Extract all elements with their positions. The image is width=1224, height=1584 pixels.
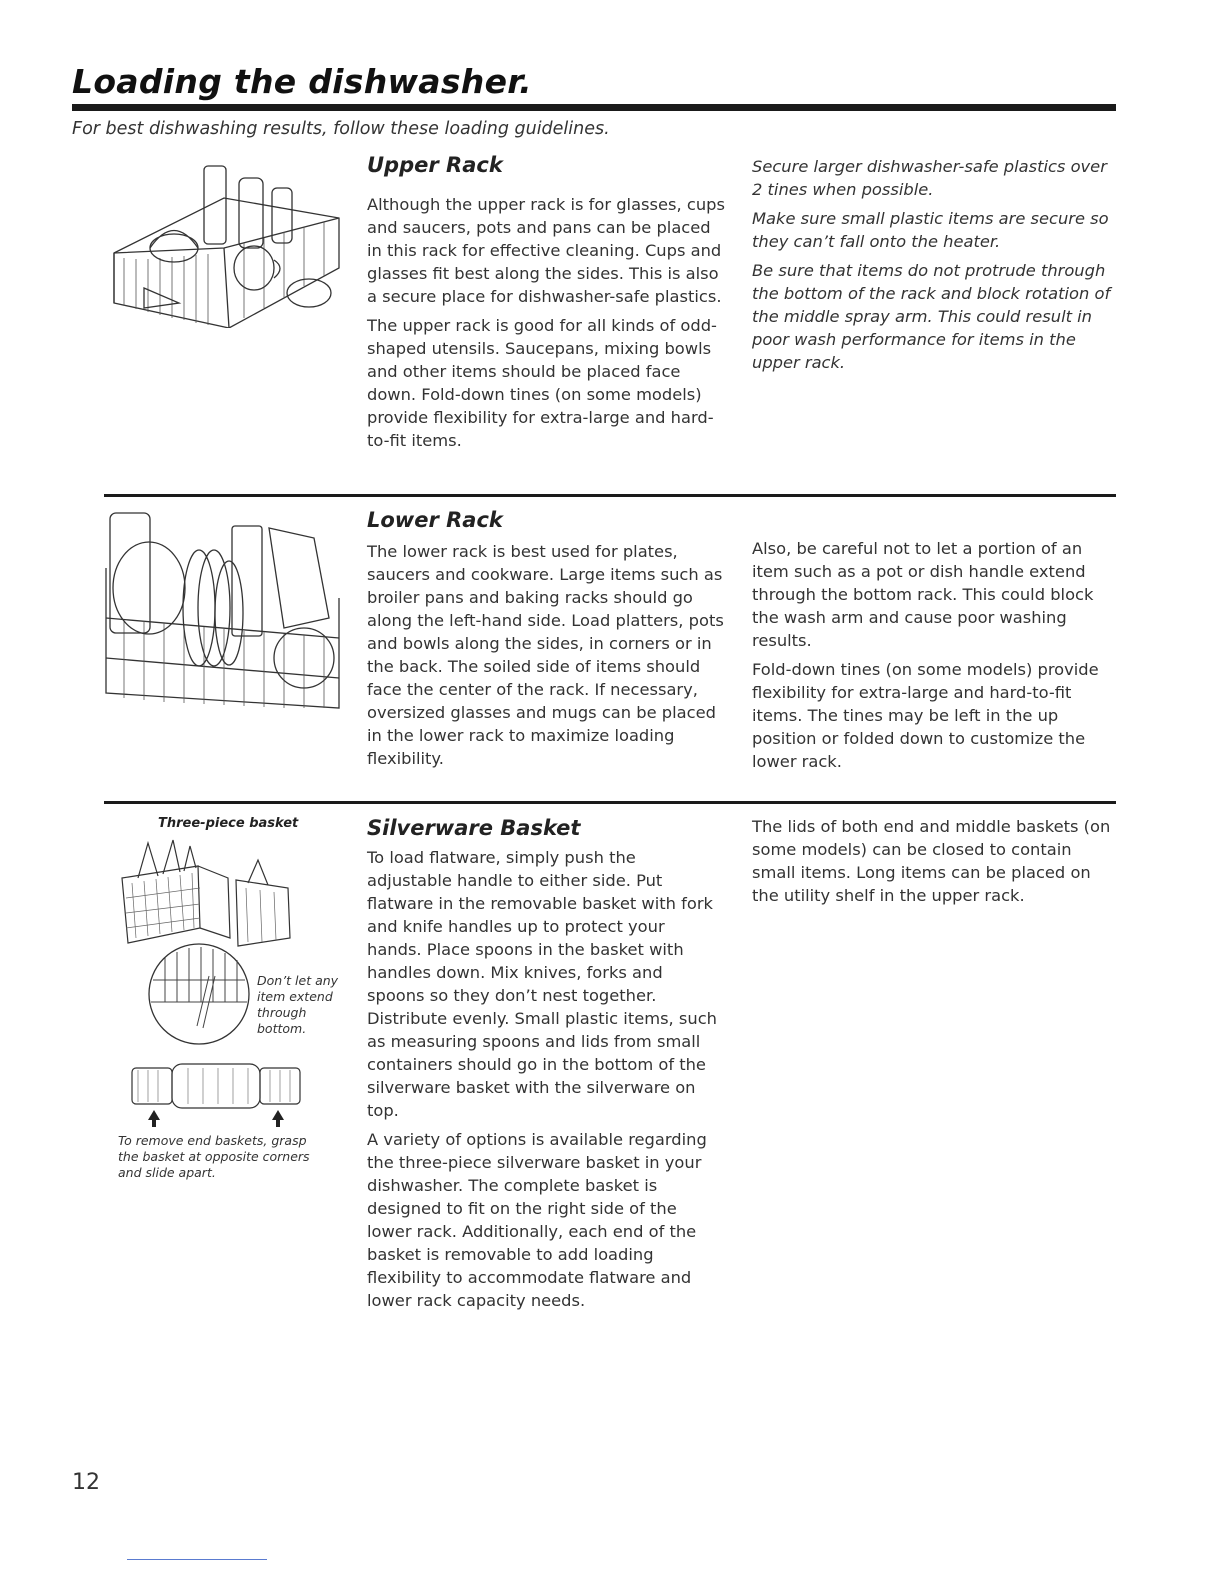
basket-figure-caption: Three-piece basket xyxy=(158,816,299,831)
page-number: 12 xyxy=(72,1470,100,1495)
lower-rack-paragraph: The lower rack is best used for plates, saucers and cookware. Large items such as broiler pans and baking racks should go along the left-hand side. Load platters, pots and bowls along the sides, in corners or in the back. The soiled side of items should face the center of the rack. If necessary, oversized glasses and mugs can be placed in the lower rack to maximize loading flexibility. xyxy=(367,542,724,768)
silverware-basket-text xyxy=(367,846,722,1318)
three-piece-basket-illustration xyxy=(118,838,298,948)
upper-rack-text xyxy=(367,193,729,458)
lower-rack-paragraph: Fold-down tines (on some models) provide flexibility for extra-large and hard-to-fit items. The tines may be left in the up position or folded down to customize the lower rack. xyxy=(752,660,1099,771)
silverware-basket-paragraph: A variety of options is available regarding the three-piece silverware basket in your dishwasher. The complete basket is designed to fit on the right side of the lower rack. Additionally, each end of the basket is removable to add loading flexibility to accommodate flatware and lower rack capacity needs. xyxy=(367,1130,707,1310)
basket-callout: Don’t let any item extend through bottom. xyxy=(257,973,339,1036)
upper-rack-note: Secure larger dishwasher-safe plastics over 2 tines when possible. xyxy=(752,157,1107,199)
upper-rack-notes xyxy=(752,155,1116,380)
upper-rack-illustration xyxy=(104,158,344,328)
page-subtitle: For best dishwashing results, follow these loading guidelines. xyxy=(72,119,610,139)
title-rule xyxy=(72,104,1116,111)
upper-rack-note: Make sure small plastic items are secure so they can’t fall onto the heater. xyxy=(752,209,1109,251)
bottom-link-line xyxy=(127,1559,267,1560)
section-divider xyxy=(104,494,1116,497)
silverware-basket-paragraph: To load flatware, simply push the adjustable handle to either side. Put flatware in the removable basket with fork and knife handles up to protect your hands. Place spoons in the basket with handles down. Mix knives, forks and spoons so they don’t nest together. Distribute evenly. Small plastic items, such as measuring spoons and lids from small containers should go in the bottom of the silverware basket with the silverware on top. xyxy=(367,848,717,1120)
section-divider xyxy=(104,801,1116,804)
end-basket-removal-illustration xyxy=(128,1058,308,1128)
silverware-basket-notes xyxy=(752,815,1116,913)
upper-rack-heading: Upper Rack xyxy=(367,153,503,177)
silverware-basket-heading: Silverware Basket xyxy=(367,816,581,840)
lower-rack-illustration xyxy=(104,508,344,718)
lower-rack-text xyxy=(367,540,729,776)
lower-rack-notes xyxy=(752,537,1116,779)
remove-end-baskets-caption: To remove end baskets, grasp the basket at opposite corners and slide apart. xyxy=(118,1133,310,1180)
lower-rack-heading: Lower Rack xyxy=(367,508,503,532)
silverware-basket-paragraph: The lids of both end and middle baskets (on some models) can be closed to contain small items. Long items can be placed on the utility shelf in the upper rack. xyxy=(752,817,1111,905)
upper-rack-paragraph: The upper rack is good for all kinds of odd-shaped utensils. Saucepans, mixing bowls and other items should be placed face down. Fold-down tines (on some models) provide flexibility for extra-large and hard-to-fit items. xyxy=(367,316,717,450)
basket-closeup-illustration xyxy=(145,940,257,1048)
upper-rack-paragraph: Although the upper rack is for glasses, cups and saucers, pots and pans can be placed in this rack for effective cleaning. Cups and glasses fit best along the sides. This is also a secure place for dishwasher-safe plastics. xyxy=(367,195,725,306)
page-title: Loading the dishwasher. xyxy=(72,62,532,101)
lower-rack-paragraph: Also, be careful not to let a portion of an item such as a pot or dish handle extend through the bottom rack. This could block the wash arm and cause poor washing results. xyxy=(752,539,1094,650)
upper-rack-note: Be sure that items do not protrude through the bottom of the rack and block rotation of the middle spray arm. This could result in poor wash performance for items in the upper rack. xyxy=(752,261,1111,372)
